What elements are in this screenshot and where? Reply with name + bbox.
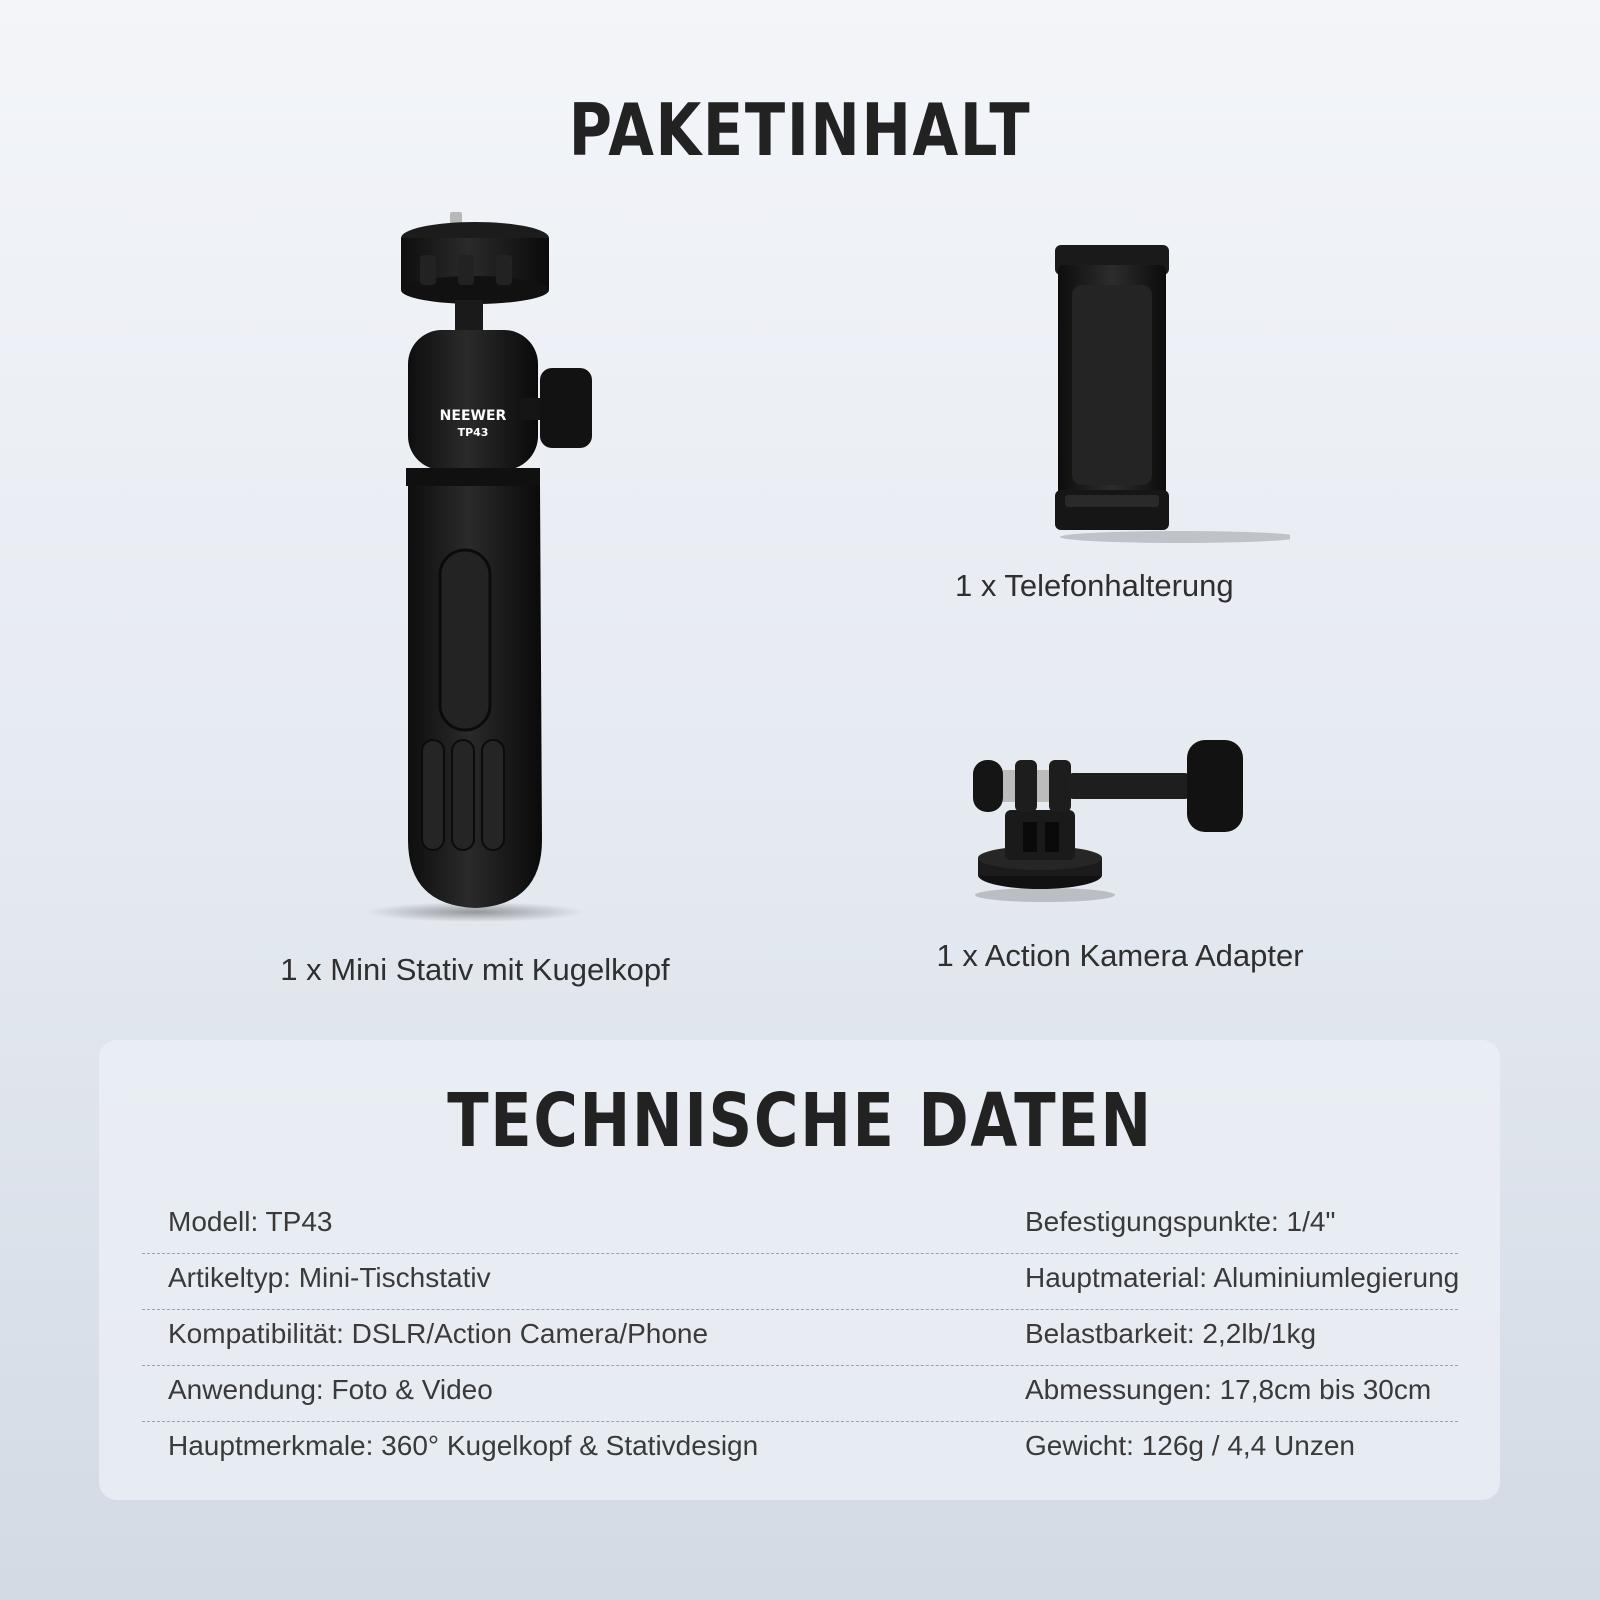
- package-contents-title: PAKETINHALT: [568, 88, 1032, 172]
- spec-weight: Gewicht: 126g / 4,4 Unzen: [1025, 1430, 1355, 1461]
- tripod-model-label: TP43: [457, 426, 489, 439]
- spec-row: [142, 1254, 1458, 1310]
- spec-model: Modell: TP43: [168, 1206, 333, 1237]
- tripod-caption: 1 x Mini Stativ mit Kugelkopf: [280, 952, 670, 987]
- spec-row: [142, 1198, 1458, 1254]
- specs-table: [142, 1198, 1458, 1477]
- spec-mounting-points: Befestigungspunkte: 1/4": [1025, 1206, 1336, 1237]
- tripod-brand-label: NEEWER: [439, 408, 507, 424]
- spec-article-type: Artikeltyp: Mini-Tischstativ: [168, 1262, 491, 1293]
- spec-load-capacity: Belastbarkeit: 2,2lb/1kg: [1025, 1318, 1317, 1349]
- phone-holder-caption: 1 x Telefonhalterung: [955, 568, 1234, 603]
- spec-application: Anwendung: Foto & Video: [168, 1374, 493, 1405]
- spec-row: [142, 1310, 1458, 1366]
- spec-row: [142, 1366, 1458, 1422]
- spec-material: Hauptmaterial: Aluminiumlegierung: [1025, 1262, 1460, 1293]
- action-adapter-caption: 1 x Action Kamera Adapter: [936, 938, 1304, 973]
- spec-compatibility: Kompatibilität: DSLR/Action Camera/Phone: [168, 1318, 709, 1349]
- spec-main-features: Hauptmerkmale: 360° Kugelkopf & Stativdesign: [168, 1430, 759, 1461]
- phone-holder-image: [1030, 235, 1290, 555]
- spec-row: [142, 1422, 1458, 1477]
- action-camera-adapter-image: [965, 740, 1265, 910]
- specs-title: TECHNISCHE DATEN: [447, 1078, 1153, 1164]
- spec-dimensions: Abmessungen: 17,8cm bis 30cm: [1025, 1374, 1432, 1405]
- mini-tripod-image: [360, 200, 630, 930]
